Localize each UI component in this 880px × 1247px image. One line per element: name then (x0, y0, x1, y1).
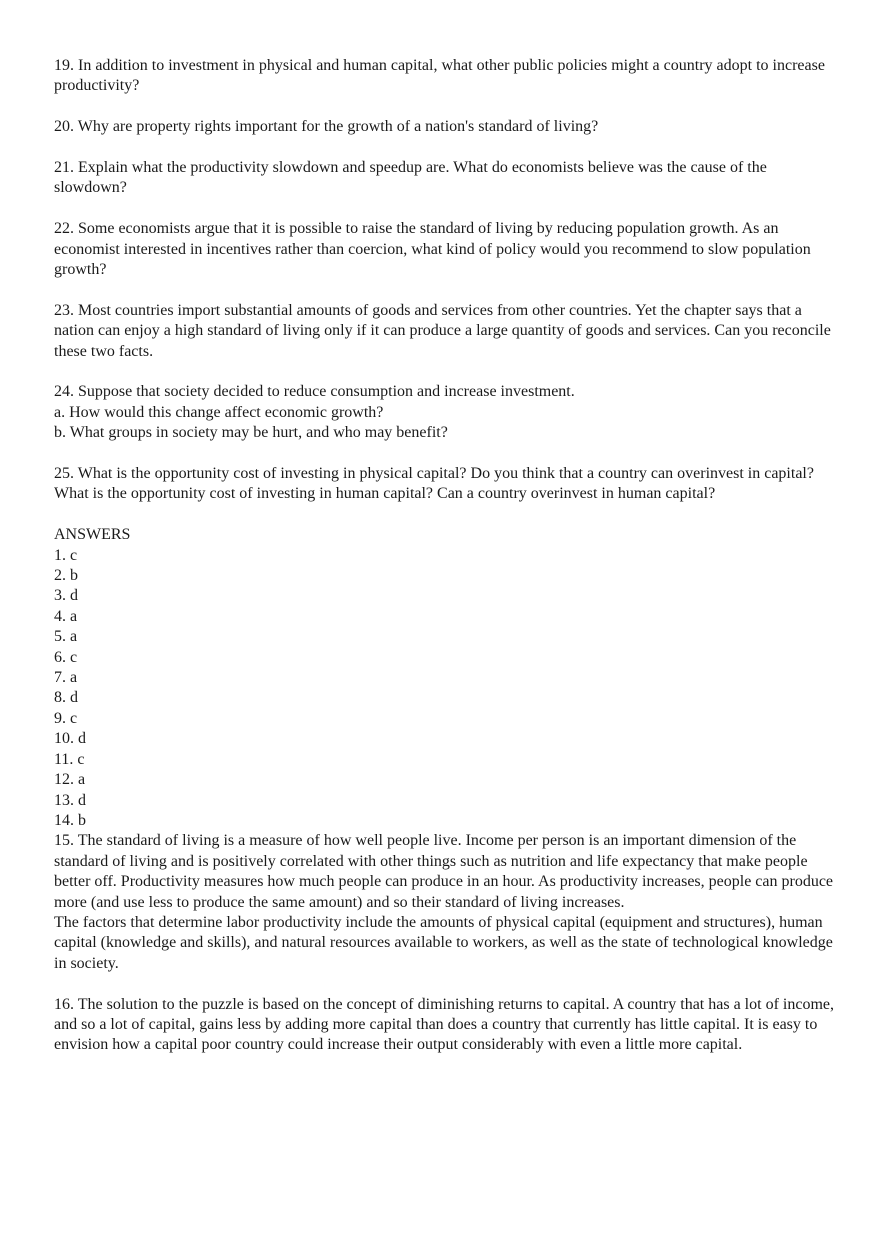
answer-item: 12. a (54, 771, 86, 789)
question-22 (54, 219, 834, 280)
question-text: 22. Some economists argue that it is possible to raise the standard of living by reducing population growth. As an economist interested in incentives rather than coercion, what kind of policy would you recommend to slow population growth? (54, 220, 811, 279)
answer-item: 2. b (54, 567, 78, 585)
question-19 (54, 56, 834, 97)
question-subpart-b: b. What groups in society may be hurt, and who may benefit? (54, 424, 448, 442)
answer-16-paragraph: 16. The solution to the puzzle is based on the concept of diminishing returns to capital. A country that has a lot of income, and so a lot of capital, gains less by adding more capital than does a country that currently has little capital. It is easy to envision how a capital poor country could increase their output considerably with even a little more capital. (54, 995, 834, 1054)
answer-item: 4. a (54, 607, 78, 625)
answer-item: 3. d (54, 587, 78, 605)
question-text: 23. Most countries import substantial amounts of goods and services from other countries. Yet the chapter says that a nation can enjoy a high standard of living only if it can produce a large quantity of goods and services. Can you reconcile these two facts. (54, 301, 831, 360)
answer-item: 6. c (54, 648, 78, 666)
question-21 (54, 158, 834, 199)
answer-item: 7. a (54, 669, 78, 687)
question-subpart-a: a. How would this change affect economic growth? (54, 403, 384, 421)
answer-item: 8. d (54, 689, 78, 707)
question-text: 21. Explain what the productivity slowdown and speedup are. What do economists believe was the cause of the slowdown? (54, 159, 767, 197)
answers-section (54, 525, 834, 1056)
question-24 (54, 382, 834, 443)
question-20 (54, 117, 834, 137)
answer-item: 1. c (54, 546, 78, 564)
answer-item: 5. a (54, 628, 78, 646)
answer-list (54, 546, 834, 832)
question-text: 19. In addition to investment in physical and human capital, what other public policies might a country adopt to increase productivity? (54, 57, 825, 95)
answer-item: 10. d (54, 730, 86, 748)
question-23 (54, 301, 834, 362)
question-25 (54, 464, 834, 505)
answer-item: 9. c (54, 709, 78, 727)
answer-item: 11. c (54, 750, 85, 768)
answer-item: 14. b (54, 811, 86, 829)
question-text: 24. Suppose that society decided to reduce consumption and increase investment. (54, 383, 575, 401)
question-text: 25. What is the opportunity cost of investing in physical capital? Do you think that a country can overinvest in capital? What is the opportunity cost of investing in human capital? Can a country overinvest in human capital? (54, 465, 814, 503)
question-text: 20. Why are property rights important for the growth of a nation's standard of living? (54, 118, 599, 136)
answers-heading: ANSWERS (54, 526, 131, 544)
document-page (54, 56, 834, 1056)
answer-15-paragraph-1: 15. The standard of living is a measure of how well people live. Income per person is an important dimension of the standard of living and is positively correlated with other things such as nutrition and life expectancy that make people better off. Productivity measures how much people can produce in an hour. As productivity increases, people can produce more (and use less to produce the same amount) and so their standard of living increases. (54, 832, 834, 911)
answer-item: 13. d (54, 791, 86, 809)
answer-15-paragraph-2: The factors that determine labor productivity include the amounts of physical capital (equipment and structures), human capital (knowledge and skills), and natural resources available to workers, as well as the state of technological knowledge in society. (54, 913, 833, 972)
